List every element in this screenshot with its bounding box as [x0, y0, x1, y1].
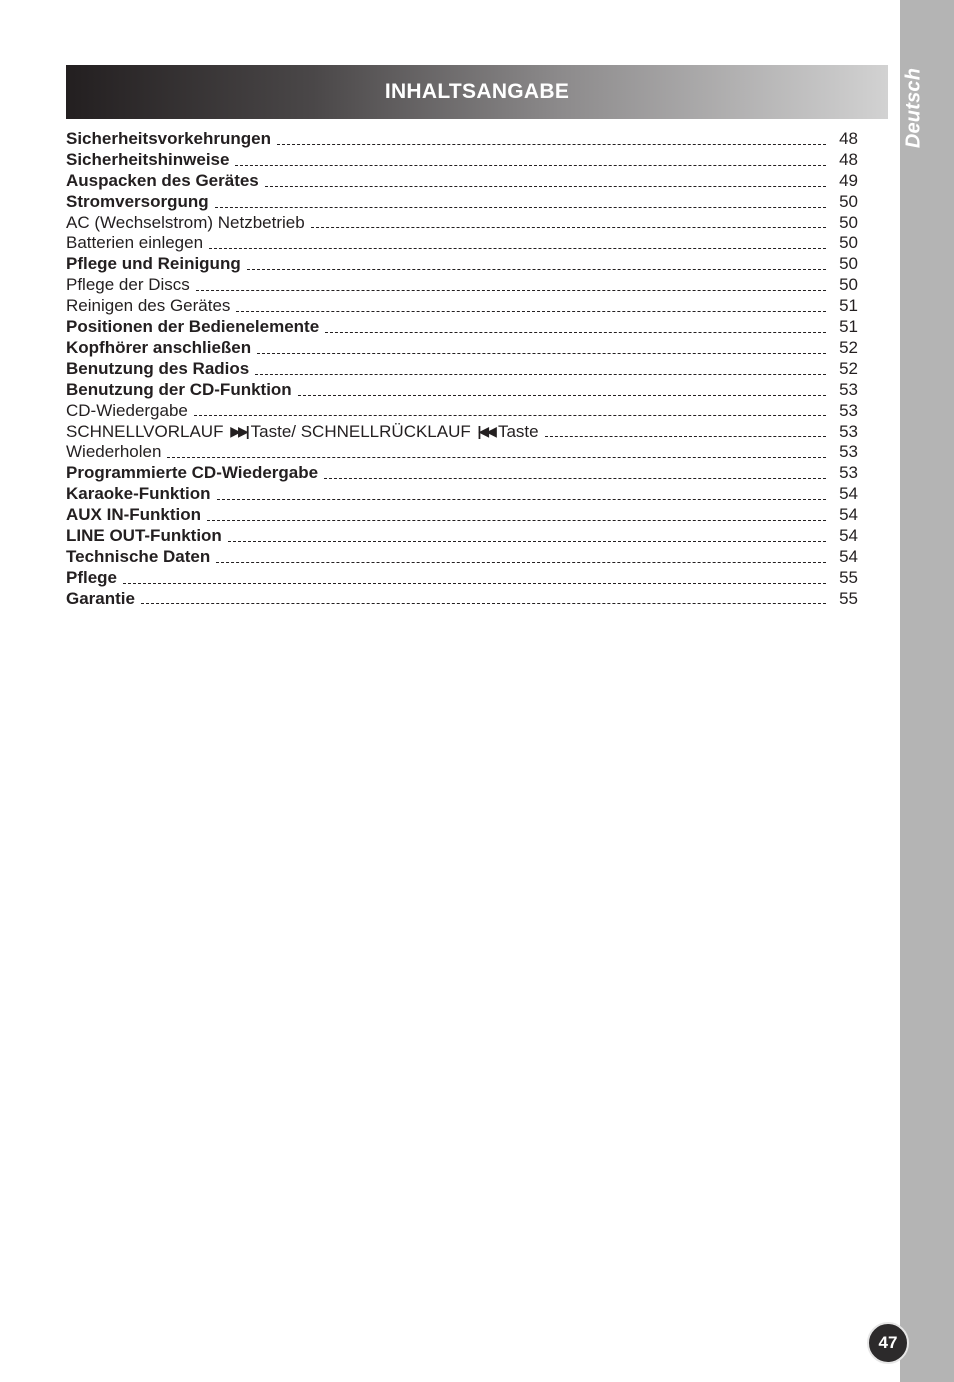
toc-entry-title: Wiederholen [66, 442, 162, 462]
toc-entry-page: 53 [839, 442, 858, 462]
toc-entry-page: 50 [839, 212, 858, 232]
toc-entry[interactable] [66, 338, 858, 359]
toc-entry-page: 50 [839, 275, 858, 295]
dot-leader [207, 520, 826, 521]
toc-entry[interactable] [66, 505, 858, 526]
language-side-tab [900, 0, 954, 1382]
toc-entry-title: Pflege der Discs [66, 275, 190, 295]
dot-leader [228, 541, 826, 542]
toc-entry[interactable] [66, 442, 858, 463]
toc-entry-title: Stromversorgung [66, 191, 209, 211]
toc-entry[interactable] [66, 171, 858, 192]
toc-entry-title: Garantie [66, 588, 135, 608]
dot-leader [324, 478, 826, 479]
toc-entry[interactable] [66, 254, 858, 275]
dot-leader [257, 353, 826, 354]
toc-entry[interactable] [66, 401, 858, 422]
toc-entry[interactable] [66, 275, 858, 296]
rewind-icon: |◀◀ [477, 423, 494, 440]
toc-entry-title [66, 421, 545, 443]
toc-entry-title: Positionen der Bedienelemente [66, 317, 320, 337]
toc-entry-title: Sicherheitshinweise [66, 149, 230, 169]
toc-entry[interactable] [66, 192, 858, 213]
table-of-contents [66, 129, 858, 609]
page-title: INHALTSANGABE [384, 80, 570, 103]
toc-entry-page: 52 [839, 337, 858, 357]
toc-entry-page: 51 [839, 317, 858, 337]
toc-entry[interactable] [66, 213, 858, 234]
toc-entry-title: Kopfhörer anschließen [66, 337, 252, 357]
toc-entry-page: 54 [839, 525, 858, 545]
toc-entry-title: Sicherheitsvorkehrungen [66, 129, 272, 148]
toc-entry-title: Karaoke-Funktion [66, 484, 211, 504]
toc-entry-page: 50 [839, 191, 858, 211]
dot-leader [141, 603, 826, 604]
toc-entry[interactable] [66, 233, 858, 254]
toc-entry-page: 53 [839, 400, 858, 420]
toc-entry[interactable] [66, 463, 858, 484]
toc-entry[interactable] [66, 317, 858, 338]
toc-entry[interactable] [66, 526, 858, 547]
toc-entry[interactable] [66, 484, 858, 505]
toc-entry-page: 53 [839, 422, 858, 442]
dot-leader [277, 144, 826, 145]
toc-entry-page: 50 [839, 233, 858, 253]
header-bar [66, 65, 888, 119]
dot-leader [209, 248, 826, 249]
toc-entry-page: 50 [839, 254, 858, 274]
dot-leader [265, 186, 826, 187]
dot-leader [298, 395, 826, 396]
toc-entry-page: 53 [839, 463, 858, 483]
dot-leader [216, 562, 826, 563]
toc-entry[interactable] [66, 129, 858, 150]
dot-leader [167, 457, 826, 458]
language-label: Deutsch [902, 67, 925, 149]
toc-entry-title: Auspacken des Gerätes [66, 170, 259, 190]
dot-leader [545, 436, 826, 437]
toc-entry-title: Pflege [66, 567, 118, 587]
toc-entry-title-part: SCHNELLVORLAUF [66, 422, 224, 442]
toc-entry-page: 52 [839, 358, 858, 378]
dot-leader [123, 583, 826, 584]
dot-leader [235, 165, 826, 166]
toc-entry[interactable] [66, 547, 858, 568]
toc-entry[interactable] [66, 359, 858, 380]
toc-entry[interactable] [66, 589, 858, 610]
toc-entry-title: Batterien einlegen [66, 233, 204, 253]
toc-entry-title: Programmierte CD-Wiedergabe [66, 463, 319, 483]
toc-entry-page: 48 [839, 129, 858, 148]
toc-entry[interactable] [66, 296, 858, 317]
toc-entry-page: 54 [839, 484, 858, 504]
toc-entry-title: Benutzung des Radios [66, 358, 250, 378]
toc-entry-page: 53 [839, 379, 858, 399]
toc-entry-title: AUX IN-Funktion [66, 505, 202, 525]
toc-entry-title: Technische Daten [66, 546, 211, 566]
dot-leader [215, 207, 826, 208]
toc-entry-title-part: Taste [497, 422, 539, 442]
dot-leader [255, 374, 826, 375]
dot-leader [194, 415, 826, 416]
toc-entry-title: Pflege und Reinigung [66, 254, 241, 274]
toc-entry[interactable] [66, 150, 858, 171]
toc-entry-title: LINE OUT-Funktion [66, 525, 222, 545]
toc-entry-title: Reinigen des Gerätes [66, 296, 231, 316]
toc-entry-page: 55 [839, 567, 858, 587]
toc-entry-page: 54 [839, 546, 858, 566]
dot-leader [196, 290, 826, 291]
toc-entry[interactable] [66, 568, 858, 589]
dot-leader [217, 499, 826, 500]
toc-entry-title: AC (Wechselstrom) Netzbetrieb [66, 212, 305, 232]
fast-forward-icon: ▶▶| [230, 423, 247, 440]
toc-entry-title: CD-Wiedergabe [66, 400, 188, 420]
dot-leader [325, 332, 826, 333]
toc-entry[interactable] [66, 421, 858, 442]
toc-entry-page: 55 [839, 588, 858, 608]
toc-entry-title-part: Taste/ SCHNELLRÜCKLAUF [250, 422, 471, 442]
toc-entry-page: 54 [839, 505, 858, 525]
toc-entry-title: Benutzung der CD-Funktion [66, 379, 292, 399]
page-number-badge: 47 [867, 1322, 909, 1364]
toc-entry-page: 48 [839, 149, 858, 169]
dot-leader [236, 311, 826, 312]
toc-entry-page: 49 [839, 170, 858, 190]
toc-entry-page: 51 [839, 296, 858, 316]
dot-leader [247, 269, 826, 270]
dot-leader [311, 227, 826, 228]
toc-entry[interactable] [66, 380, 858, 401]
